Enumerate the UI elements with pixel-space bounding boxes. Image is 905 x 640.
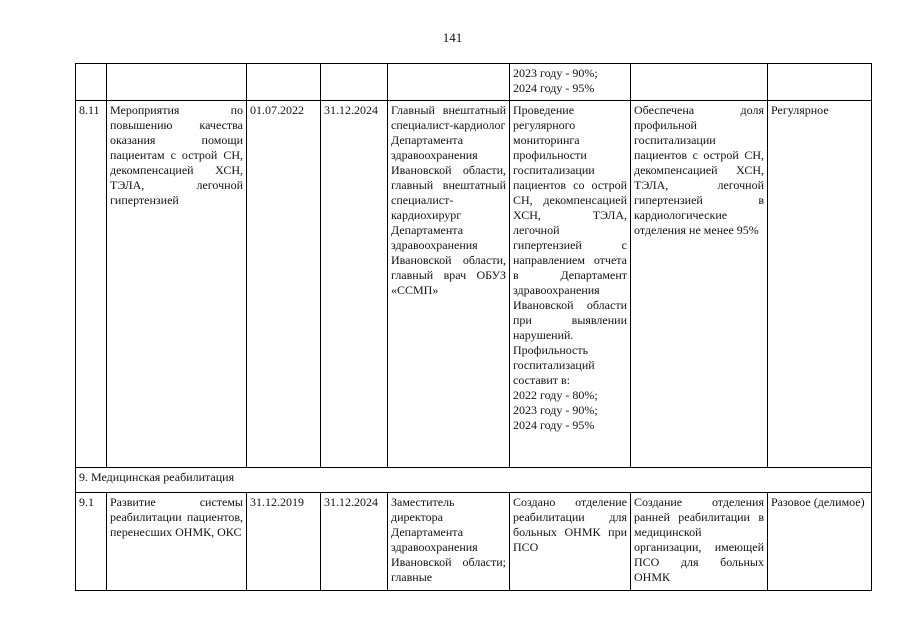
cell-frequency <box>768 64 872 101</box>
cell-event: Развитие системы реабилитации пациентов, перенесших ОНМК, ОКС <box>107 493 247 591</box>
cell-end: 31.12.2024 <box>321 493 388 591</box>
section-title: 9. Медицинская реабилитация <box>76 468 872 493</box>
table-row <box>76 493 872 591</box>
table-row <box>76 64 872 101</box>
cell-responsible <box>388 64 510 101</box>
page-number: 141 <box>442 30 463 45</box>
cell-responsible: Заместитель директора Департамента здравоохранения Ивановской области; главные <box>388 493 510 591</box>
cell-start: 31.12.2019 <box>247 493 321 591</box>
cell-num: 9.1 <box>76 493 107 591</box>
cell-indicator: Создание отделения ранней реабилитации в медицинской организации, имеющей ПСО для больных ОНМК <box>631 493 768 591</box>
plan-table <box>75 63 872 591</box>
cell-indicator: Обеспечена доля профильной госпитализации пациентов с острой СН, декомпенсацией ХСН, ТЭЛА, легочной гипертензией в кардиологические отделения не менее 95% <box>631 101 768 468</box>
result-text: 2023 году - 90%; 2024 году - 95% <box>513 66 598 95</box>
result-text: Проведение регулярного мониторинга профильности госпитализации пациентов со острой СН, декомпенсацией ХСН, ТЭЛА, легочной гипертензией с направлением отчета в Департамент здравоохранения Ивановской области при выявлении нарушений. Профильность госпитализаций составит в: 2022 году - 80%; 2023 году - 90%; 2024 году - 95% <box>513 103 627 432</box>
cell-event <box>107 64 247 101</box>
cell-event: Мероприятия по повышению качества оказания помощи пациентам с острой СН, декомпенсацией ХСН, ТЭЛА, легочной гипертензией <box>107 101 247 468</box>
cell-result <box>510 101 631 468</box>
cell-start <box>247 64 321 101</box>
cell-responsible: Главный внештатный специалист-кардиолог Департамента здравоохранения Ивановской области, главный внештатный специалист-кардиохирург Департамента здравоохранения Ивановской области, главный врач ОБУЗ «ССМП» <box>388 101 510 468</box>
cell-end: 31.12.2024 <box>321 101 388 468</box>
cell-result <box>510 64 631 101</box>
cell-num <box>76 64 107 101</box>
cell-frequency: Регулярное <box>768 101 872 468</box>
cell-result: Создано отделение реабилитации для больных ОНМК при ПСО <box>510 493 631 591</box>
cell-start: 01.07.2022 <box>247 101 321 468</box>
cell-indicator <box>631 64 768 101</box>
table-row <box>76 101 872 468</box>
section-row <box>76 468 872 493</box>
cell-num: 8.11 <box>76 101 107 468</box>
cell-frequency: Разовое (делимое) <box>768 493 872 591</box>
cell-end <box>321 64 388 101</box>
